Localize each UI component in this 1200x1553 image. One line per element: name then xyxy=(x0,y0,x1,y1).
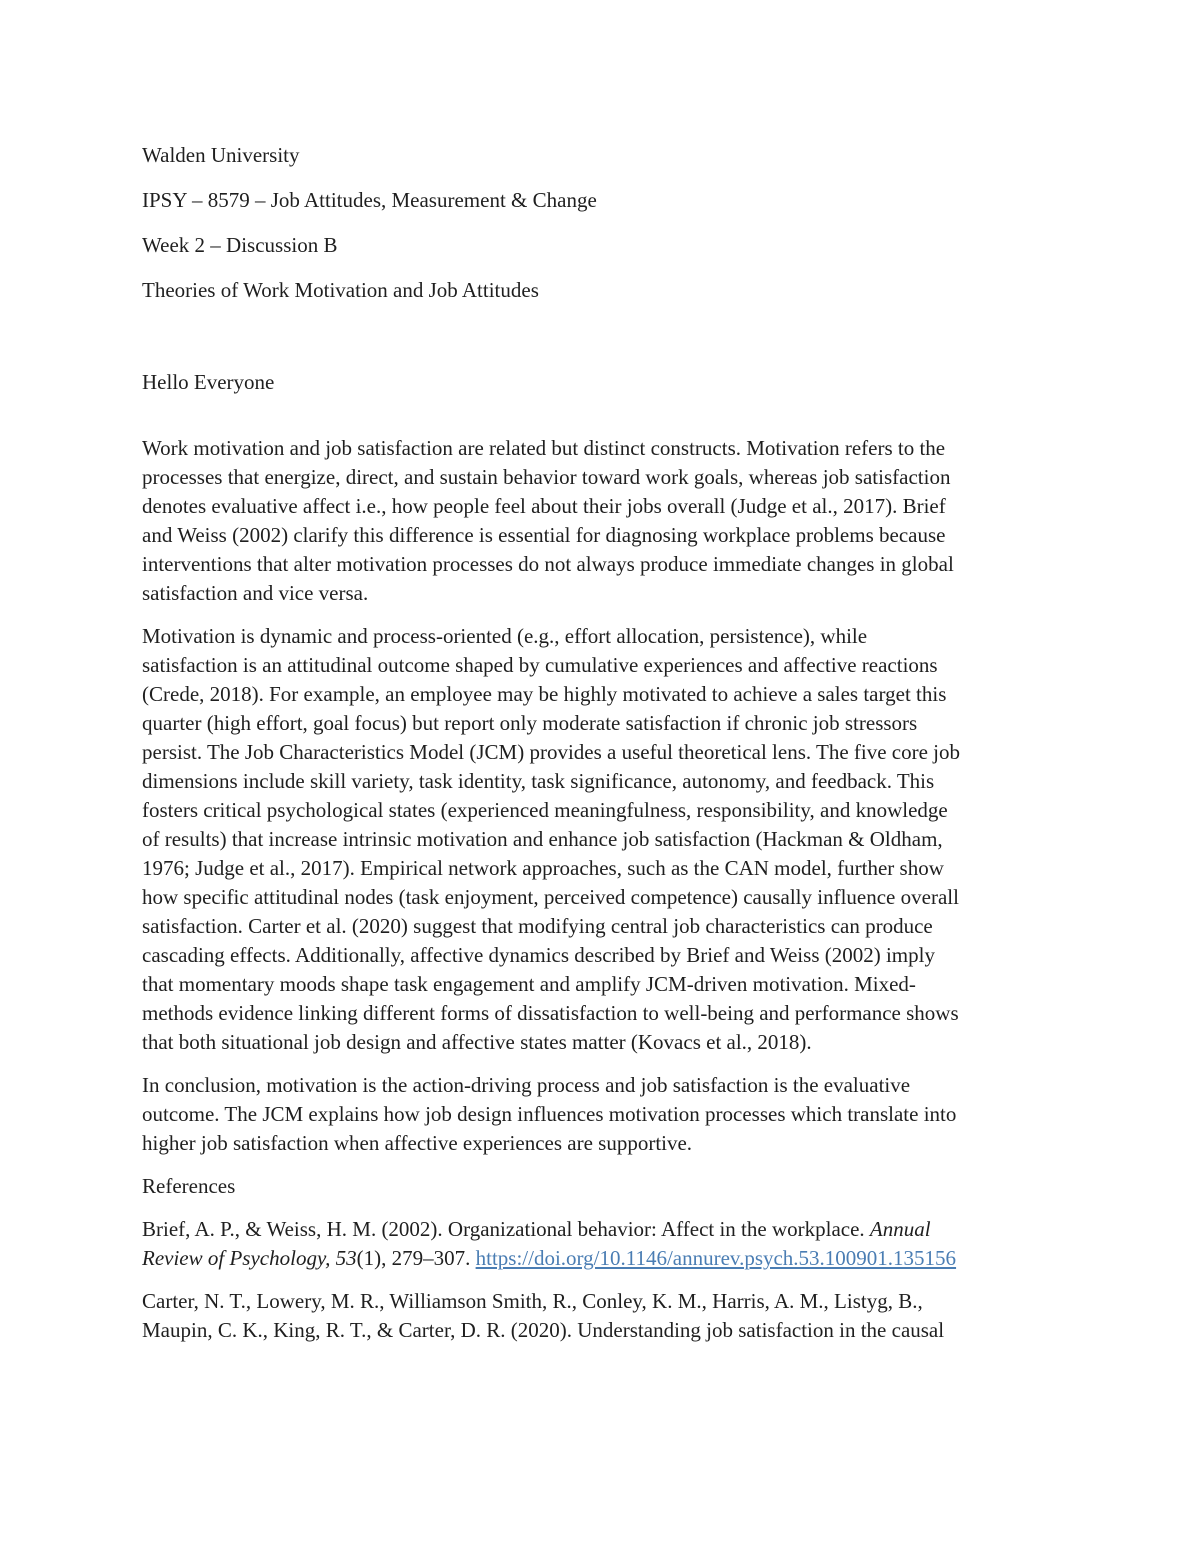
paragraph-line: and Weiss (2002) clarify this difference is essential for diagnosing workplace problems because xyxy=(142,523,946,547)
paragraph-body xyxy=(142,622,1067,1057)
journal-volume: Review of Psychology, 53 xyxy=(142,1246,357,1270)
paragraph-line: denotes evaluative affect i.e., how people feel about their jobs overall (Judge et al., 2017). Brief xyxy=(142,494,946,518)
paragraph-line: cascading effects. Additionally, affective dynamics described by Brief and Weiss (2002) imply xyxy=(142,943,935,967)
paragraph-line: fosters critical psychological states (experienced meaningfulness, responsibility, and knowledge xyxy=(142,798,948,822)
paragraph-line: Work motivation and job satisfaction are related but distinct constructs. Motivation refers to the xyxy=(142,436,946,460)
paragraph-line: how specific attitudinal nodes (task enjoyment, perceived competence) causally influence overall xyxy=(142,885,959,909)
paragraph-line: Motivation is dynamic and process-oriented (e.g., effort allocation, persistence), while xyxy=(142,624,868,648)
paragraph-line: In conclusion, motivation is the action-driving process and job satisfaction is the evaluative xyxy=(142,1073,911,1097)
paragraph-line: that both situational job design and affective states matter (Kovacs et al., 2018). xyxy=(142,1030,812,1054)
references-heading: References xyxy=(142,1174,236,1198)
reference-line xyxy=(142,1244,1067,1273)
paragraph-line: that momentary moods shape task engagement and amplify JCM-driven motivation. Mixed- xyxy=(142,972,916,996)
paragraph-line: satisfaction and vice versa. xyxy=(142,581,369,605)
paragraph-line: outcome. The JCM explains how job design influences motivation processes which translate into xyxy=(142,1102,957,1126)
paragraph-line: satisfaction. Carter et al. (2020) suggest that modifying central job characteristics can produce xyxy=(142,914,933,938)
reference-line: Maupin, C. K., King, R. T., & Carter, D. R. (2020). Understanding job satisfaction in the causal xyxy=(142,1318,945,1342)
paragraph-line: 1976; Judge et al., 2017). Empirical network approaches, such as the CAN model, further show xyxy=(142,856,944,880)
paragraph-conclusion xyxy=(142,1071,1067,1158)
discussion-topic: Theories of Work Motivation and Job Attitudes xyxy=(142,278,539,302)
journal-name: Annual xyxy=(869,1217,931,1241)
paragraph-line: processes that energize, direct, and sustain behavior toward work goals, whereas job satisfaction xyxy=(142,465,951,489)
paragraph-line: satisfaction is an attitudinal outcome shaped by cumulative experiences and affective reactions xyxy=(142,653,938,677)
reference-line: Carter, N. T., Lowery, M. R., Williamson Smith, R., Conley, K. M., Harris, A. M., Listyg, B., xyxy=(142,1289,923,1313)
greeting: Hello Everyone xyxy=(142,370,275,394)
document-body xyxy=(142,141,1067,1359)
reference-entry xyxy=(142,1215,1067,1273)
course-title: IPSY – 8579 – Job Attitudes, Measurement & Change xyxy=(142,188,597,212)
paragraph-line: interventions that alter motivation processes do not always produce immediate changes in global xyxy=(142,552,954,576)
reference-entry xyxy=(142,1287,1067,1345)
paragraph-intro xyxy=(142,434,1067,608)
week-label: Week 2 – Discussion B xyxy=(142,233,338,257)
doi-link[interactable]: https://doi.org/10.1146/annurev.psych.53.100901.135156 xyxy=(475,1246,957,1270)
paragraph-line: methods evidence linking different forms of dissatisfaction to well-being and performance shows xyxy=(142,1001,959,1025)
paragraph-line: higher job satisfaction when affective experiences are supportive. xyxy=(142,1131,693,1155)
reference-text: Brief, A. P., & Weiss, H. M. (2002). Organizational behavior: Affect in the workplace. xyxy=(142,1217,870,1241)
paragraph-line: persist. The Job Characteristics Model (JCM) provides a useful theoretical lens. The five core job xyxy=(142,740,961,764)
reference-line xyxy=(142,1215,1067,1244)
paragraph-line: (Crede, 2018). For example, an employee may be highly motivated to achieve a sales target this xyxy=(142,682,947,706)
paragraph-line: quarter (high effort, goal focus) but report only moderate satisfaction if chronic job stressors xyxy=(142,711,918,735)
institution-name: Walden University xyxy=(142,143,300,167)
reference-text: (1), 279–307. xyxy=(356,1246,476,1270)
paragraph-line: dimensions include skill variety, task identity, task significance, autonomy, and feedback. This xyxy=(142,769,935,793)
paragraph-line: of results) that increase intrinsic motivation and enhance job satisfaction (Hackman & Oldham, xyxy=(142,827,943,851)
